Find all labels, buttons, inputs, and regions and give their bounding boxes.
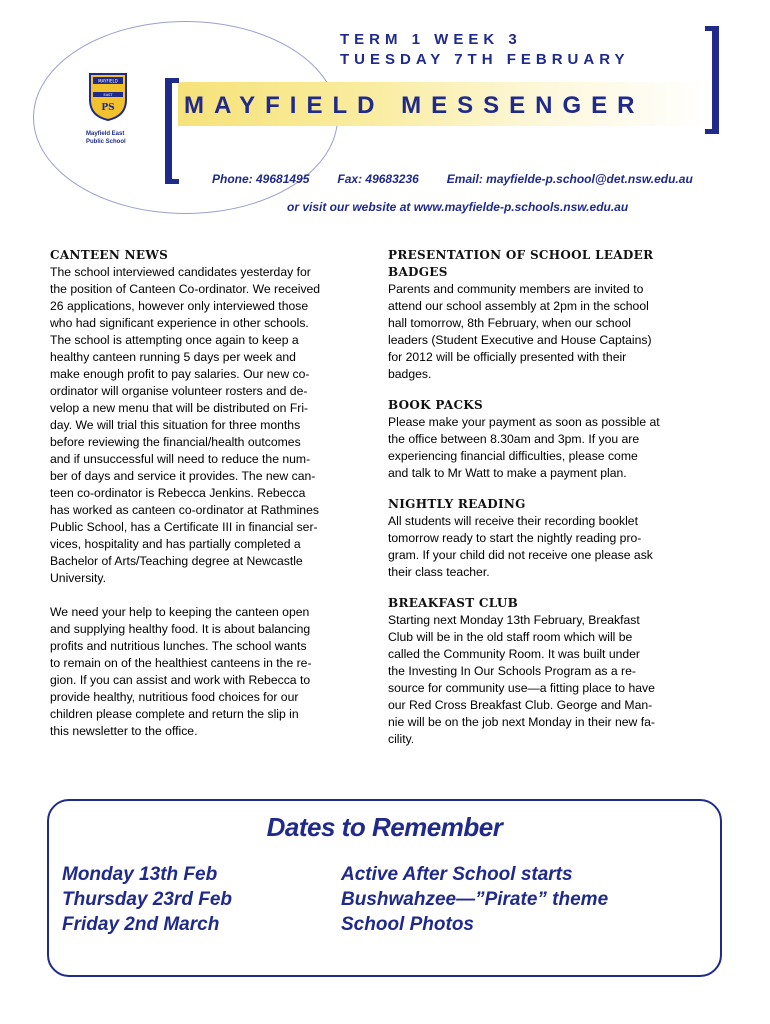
text-line: leaders (Student Executive and House Captains) <box>388 333 652 347</box>
text-line: Please make your payment as soon as possible at <box>388 415 660 429</box>
leader-badges-heading <box>388 247 718 281</box>
leader-heading-line-2: BADGES <box>388 265 448 279</box>
breakfast-club-heading: BREAKFAST CLUB <box>388 596 519 610</box>
contact-line <box>212 172 693 186</box>
leader-badges-paragraph <box>388 281 718 383</box>
text-line: make enough profit to pay salaries. Our new co- <box>50 367 310 381</box>
email-address[interactable]: Email: mayfielde-p.school@det.nsw.edu.au <box>446 172 693 186</box>
text-line: who had significant experience in other schools. <box>50 316 309 330</box>
text-line: children please complete and return the slip in <box>50 707 299 721</box>
events-list <box>341 862 608 937</box>
crest-bottom-text: PS <box>101 103 115 113</box>
dates-box-title: Dates to Remember <box>266 812 503 842</box>
fax-number: Fax: 49683236 <box>337 172 419 186</box>
text-line: Starting next Monday 13th February, Breakfast <box>388 613 640 627</box>
text-line: healthy canteen running 5 days per week and <box>50 350 296 364</box>
book-packs-heading: BOOK PACKS <box>388 398 483 412</box>
text-line: source for community use—a fitting place to have <box>388 681 655 695</box>
text-line: tomorrow ready to start the nightly reading pro- <box>388 531 642 545</box>
text-line: our Red Cross Breakfast Club. George and Man- <box>388 698 653 712</box>
text-line: Club will be in the old staff room which will be <box>388 630 633 644</box>
text-line: for 2012 will be officially presented with their <box>388 350 627 364</box>
date-item: Friday 2nd March <box>62 914 220 935</box>
canteen-heading: CANTEEN NEWS <box>50 248 169 262</box>
text-line: and if unsuccessful will need to reduce the num- <box>50 452 311 466</box>
text-line: The school is attempting once again to keep a <box>50 333 299 347</box>
nightly-reading-heading: NIGHTLY READING <box>388 497 526 511</box>
text-line: teen co-ordinator is Rebecca Jenkins. Rebecca <box>50 486 306 500</box>
text-line: The school interviewed candidates yesterday for <box>50 265 311 279</box>
text-line: day. We will trial this situation for three months <box>50 418 301 432</box>
date-line: TUESDAY 7TH FEBRUARY <box>340 51 630 68</box>
text-line: gram. If your child did not receive one please ask <box>388 548 653 562</box>
text-line: has worked as canteen co-ordinator at Rathmines <box>50 503 319 517</box>
left-column <box>50 247 368 740</box>
text-line: All students will receive their recording booklet <box>388 514 638 528</box>
text-line: the position of Canteen Co-ordinator. We received <box>50 282 321 296</box>
text-line: ordinator will organise volunteer rosters and de- <box>50 384 308 398</box>
event-item: School Photos <box>341 914 474 935</box>
date-item: Thursday 23rd Feb <box>62 889 232 910</box>
term-line: TERM 1 WEEK 3 <box>340 31 522 48</box>
school-caption-line-1: Mayfield East <box>86 131 125 137</box>
leader-heading-line-1: PRESENTATION OF SCHOOL LEADER <box>388 248 654 262</box>
phone-number: Phone: 49681495 <box>212 172 310 186</box>
right-column <box>388 247 718 748</box>
text-line: cility. <box>388 732 415 746</box>
text-line: hall tomorrow, 8th February, when our school <box>388 316 631 330</box>
canteen-paragraph-2 <box>50 604 368 740</box>
text-line: velop a new menu that will be distributed on Fri- <box>50 401 309 415</box>
date-item: Monday 13th Feb <box>62 864 218 885</box>
text-line: the office between 8.30am and 3pm. If you are <box>388 432 640 446</box>
text-line: gion. If you can assist and work with Rebecca to <box>50 673 311 687</box>
text-line: to remain on of the healthiest canteens in the re- <box>50 656 312 670</box>
school-crest-icon <box>88 70 128 122</box>
text-line: profits and nutritious lunches. The school wants <box>50 639 307 653</box>
text-line: called the Community Room. It was built under <box>388 647 640 661</box>
text-line: University. <box>50 571 106 585</box>
text-line: Bachelor of Arts/Teaching degree at Newcastle <box>50 554 303 568</box>
breakfast-club-paragraph <box>388 612 718 748</box>
text-line: attend our school assembly at 2pm in the school <box>388 299 649 313</box>
dates-list <box>62 862 232 937</box>
text-line: nie will be on the job next Monday in their new fa- <box>388 715 655 729</box>
canteen-paragraph-1 <box>50 264 368 587</box>
event-item: Active After School starts <box>341 864 573 885</box>
text-line: badges. <box>388 367 432 381</box>
right-bracket-decoration <box>705 26 719 134</box>
text-line: this newsletter to the office. <box>50 724 198 738</box>
text-line: vices, hospitality and has partially completed a <box>50 537 301 551</box>
website-link[interactable]: or visit our website at www.mayfielde-p.schools.nsw.edu.au <box>287 200 629 214</box>
issue-info <box>340 30 629 70</box>
left-bracket-decoration <box>165 78 179 184</box>
newsletter-title: MAYFIELD MESSENGER <box>184 92 645 119</box>
text-line: and talk to Mr Watt to make a payment plan. <box>388 466 627 480</box>
text-line: ber of days and service it provides. The new can- <box>50 469 316 483</box>
text-line: the Investing In Our Schools Program as a re- <box>388 664 636 678</box>
book-packs-paragraph <box>388 414 718 482</box>
text-line: provide healthy, nutritious food choices for our <box>50 690 299 704</box>
school-caption-line-2: Public School <box>86 139 126 145</box>
event-item: Bushwahzee—”Pirate” theme <box>341 889 609 910</box>
text-line: Parents and community members are invited to <box>388 282 644 296</box>
text-line: Public School, has a Certificate III in financial ser- <box>50 520 318 534</box>
text-line: their class teacher. <box>388 565 490 579</box>
school-caption <box>86 130 136 146</box>
crest-top-text: MAYFIELD <box>98 78 118 84</box>
nightly-reading-paragraph <box>388 513 718 581</box>
text-line: 26 applications, however only interviewed those <box>50 299 309 313</box>
text-line: We need your help to keeping the canteen open <box>50 605 310 619</box>
crest-mid-text: EAST <box>103 93 113 97</box>
text-line: experiencing financial difficulties, please come <box>388 449 638 463</box>
text-line: before reviewing the financial/health outcomes <box>50 435 301 449</box>
text-line: and supplying healthy food. It is about balancing <box>50 622 311 636</box>
